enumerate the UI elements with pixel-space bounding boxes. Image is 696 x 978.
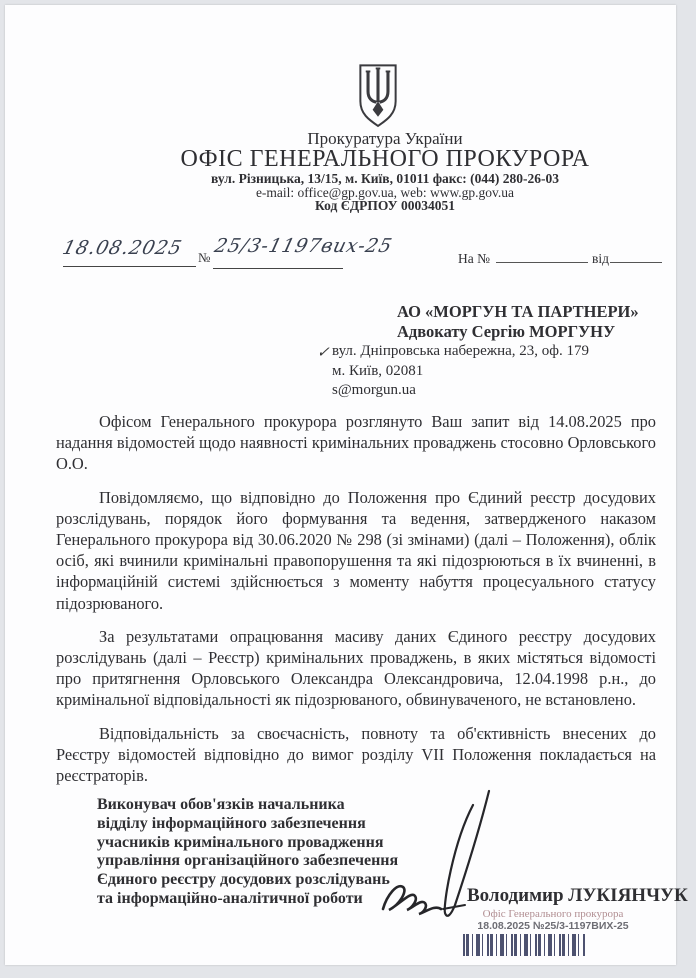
document-barcode (463, 934, 585, 956)
org-name-small: Прокуратура України (307, 129, 463, 148)
signer-title-line: відділу інформаційного забезпечення (97, 814, 366, 832)
org-contacts: e-mail: office@gp.gov.ua, web: www.gp.gov.ua (255, 185, 515, 200)
incoming-number-blank (496, 250, 588, 263)
date-underline (63, 266, 196, 267)
org-edrpou-code: Код ЄДРПОУ 00034051 (315, 198, 455, 213)
paragraph-1: Офісом Генерального прокурора розглянуто Ваш запит від 14.08.2025 про надання відомостей щодо наявності кримінальних проваджень стосовно Орловського О.О. (56, 412, 656, 474)
org-name-main: ОФІС ГЕНЕРАЛЬНОГО ПРОКУРОРА (180, 146, 590, 172)
recipient-city: м. Київ, 02081 (332, 362, 424, 379)
incoming-reference-line (458, 250, 662, 267)
number-underline (213, 268, 343, 269)
checkmark-annotation: ✓ (315, 345, 334, 361)
registration-stamp-org: Офіс Генерального прокурора (482, 908, 624, 920)
signer-title-line: Виконувач обов'язків начальника (97, 796, 345, 813)
signer-name: Володимир ЛУКІЯНЧУК (467, 885, 688, 906)
ukraine-trident-emblem-icon (355, 62, 401, 130)
signer-title-line: Єдиного реєстру досудових розслідувань (97, 871, 390, 889)
recipient-company: АО «МОРГУН ТА ПАРТНЕРИ» (397, 302, 639, 321)
signer-title-block (97, 796, 398, 909)
number-sign: № (198, 250, 211, 265)
incoming-date-blank (610, 250, 662, 263)
handwritten-date: 18.08.2025 (60, 237, 185, 259)
org-address: вул. Різницька, 13/15, м. Київ, 01011 факс: (044) 280-26-03 (211, 171, 559, 186)
signer-title-line: управління організаційного забезпечення (97, 852, 399, 870)
incoming-number-label: На № (458, 251, 490, 266)
recipient-person: Адвокату Сергію МОРГУНУ (397, 322, 616, 341)
paragraph-4: Відповідальність за своєчасність, повноту та об'єктивність внесених до Реєстру відомостей відповідно до вимог розділу VII Положення покладається на реєстраторів. (56, 723, 656, 786)
recipient-email: s@morgun.ua (332, 382, 416, 398)
signer-title-line: та інформаційно-аналітичної роботи (97, 889, 363, 907)
signer-title-line: учасників кримінального провадження (97, 833, 384, 851)
recipient-block (332, 302, 639, 401)
handwritten-outgoing-number: 25/3-1197вих-25 (212, 235, 395, 257)
registration-stamp-ref: 18.08.2025 №25/3-1197ВИХ-25 (477, 920, 629, 932)
paragraph-3: За результатами опрацювання масиву даних Єдиного реєстру досудових розслідувань (далі – Реєстр) кримінальних проваджень, в яких містяться відомості про притягнення Орловського Олександра Олександровича, 12.04.1998 р.н., до кримінальної відповідальності як підозрюваного, обвинуваченого, не встановлено. (56, 626, 656, 710)
incoming-date-label: від (592, 251, 609, 266)
letter-body (56, 411, 656, 798)
recipient-street: вул. Дніпровська набережна, 23, оф. 179 (332, 343, 590, 359)
paragraph-2: Повідомляємо, що відповідно до Положення про Єдиний реєстр досудових розслідувань, порядок його формування та ведення, затвердженого наказом Генерального прокурора від 30.06.2020 № 298 (зі змінами) (далі – Положення), облік осіб, які вчинили кримінальні правопорушення та які підозрюються в їх вчиненні, в інформаційній системі здійснюється з моменту набуття процесуального статусу підозрюваного. (56, 487, 656, 613)
document-page (5, 5, 688, 965)
